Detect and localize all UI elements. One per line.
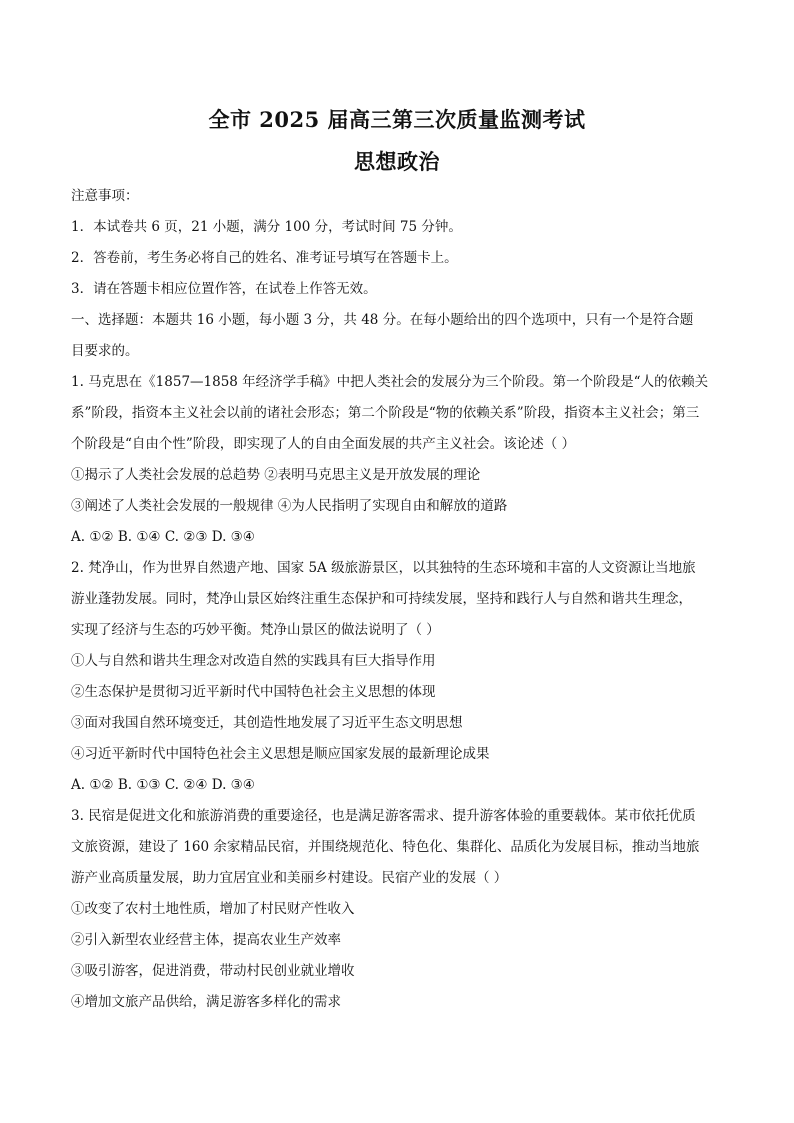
q1-option-line-2: ③阐述了人类社会发展的一般规律 ④为人民指明了实现自由和解放的道路 [71,498,508,514]
notice-item-2: 2．答卷前，考生务必将自己的姓名、准考证号填写在答题卡上。 [71,250,458,266]
q2-option-2: ②生态保护是贯彻习近平新时代中国特色社会主义思想的体现 [71,684,436,700]
q3-option-3: ③吸引游客，促进消费，带动村民创业就业增收 [71,963,355,979]
exam-title: 全市 2025 届高三第三次质量监测考试 [208,107,586,132]
q2-stem-line-2: 游业蓬勃发展。同时，梵净山景区始终注重生态保护和可持续发展，坚持和践行人与自然和谐共生理念， [71,591,692,607]
q2-option-3: ③面对我国自然环境变迁，其创造性地发展了习近平生态文明思想 [71,715,463,731]
q3-stem-line-3: 游产业高质量发展，助力宜居宜业和美丽乡村建设。民宿产业的发展（ ） [71,870,508,886]
section-instruction-line-2: 目要求的。 [71,343,139,359]
q1-stem-line-1: 1. 马克思在《1857—1858 年经济学手稿》中把人类社会的发展分为三个阶段。第一个阶段是“人的依赖关 [71,374,709,390]
subject-title: 思想政治 [354,149,440,174]
q1-stem-line-2: 系”阶段，指资本主义社会以前的诸社会形态；第二个阶段是“物的依赖关系”阶段，指资本主义社会；第三 [71,405,700,421]
q1-option-line-1: ①揭示了人类社会发展的总趋势 ②表明马克思主义是开放发展的理论 [71,467,481,483]
q3-option-1: ①改变了农村土地性质，增加了村民财产性收入 [71,901,355,917]
q1-stem-line-3: 个阶段是“自由个性”阶段，即实现了人的自由全面发展的共产主义社会。该论述（ ） [71,436,576,452]
notice-item-1: 1．本试卷共 6 页，21 小题，满分 100 分，考试时间 75 分钟。 [71,219,462,235]
q2-stem-line-3: 实现了经济与生态的巧妙平衡。梵净山景区的做法说明了（ ） [71,622,440,638]
notice-item-3: 3．请在答题卡相应位置作答，在试卷上作答无效。 [71,281,377,297]
notice-heading: 注意事项： [71,188,139,204]
q2-option-1: ①人与自然和谐共生理念对改造自然的实践具有巨大指导作用 [71,653,436,669]
q2-answer-choices: A. ①② B. ①③ C. ②④ D. ③④ [71,777,255,793]
q3-stem-line-1: 3. 民宿是促进文化和旅游消费的重要途径，也是满足游客需求、提升游客体验的重要载体。某市依托优质 [71,808,696,824]
q3-option-4: ④增加文旅产品供给，满足游客多样化的需求 [71,994,341,1010]
q3-option-2: ②引入新型农业经营主体，提高农业生产效率 [71,932,341,948]
section-instruction-line-1: 一、选择题：本题共 16 小题，每小题 3 分，共 48 分。在每小题给出的四个选项中，只有一个是符合题 [71,312,694,328]
q2-stem-line-1: 2. 梵净山，作为世界自然遗产地、国家 5A 级旅游景区，以其独特的生态环境和丰富的人文资源让当地旅 [71,560,696,576]
q3-stem-line-2: 文旅资源，建设了 160 余家精品民宿，并围绕规范化、特色化、集群化、品质化为发展目标，推动当地旅 [71,839,700,855]
q2-option-4: ④习近平新时代中国特色社会主义思想是顺应国家发展的最新理论成果 [71,746,490,762]
q1-answer-choices: A. ①② B. ①④ C. ②③ D. ③④ [71,529,255,545]
